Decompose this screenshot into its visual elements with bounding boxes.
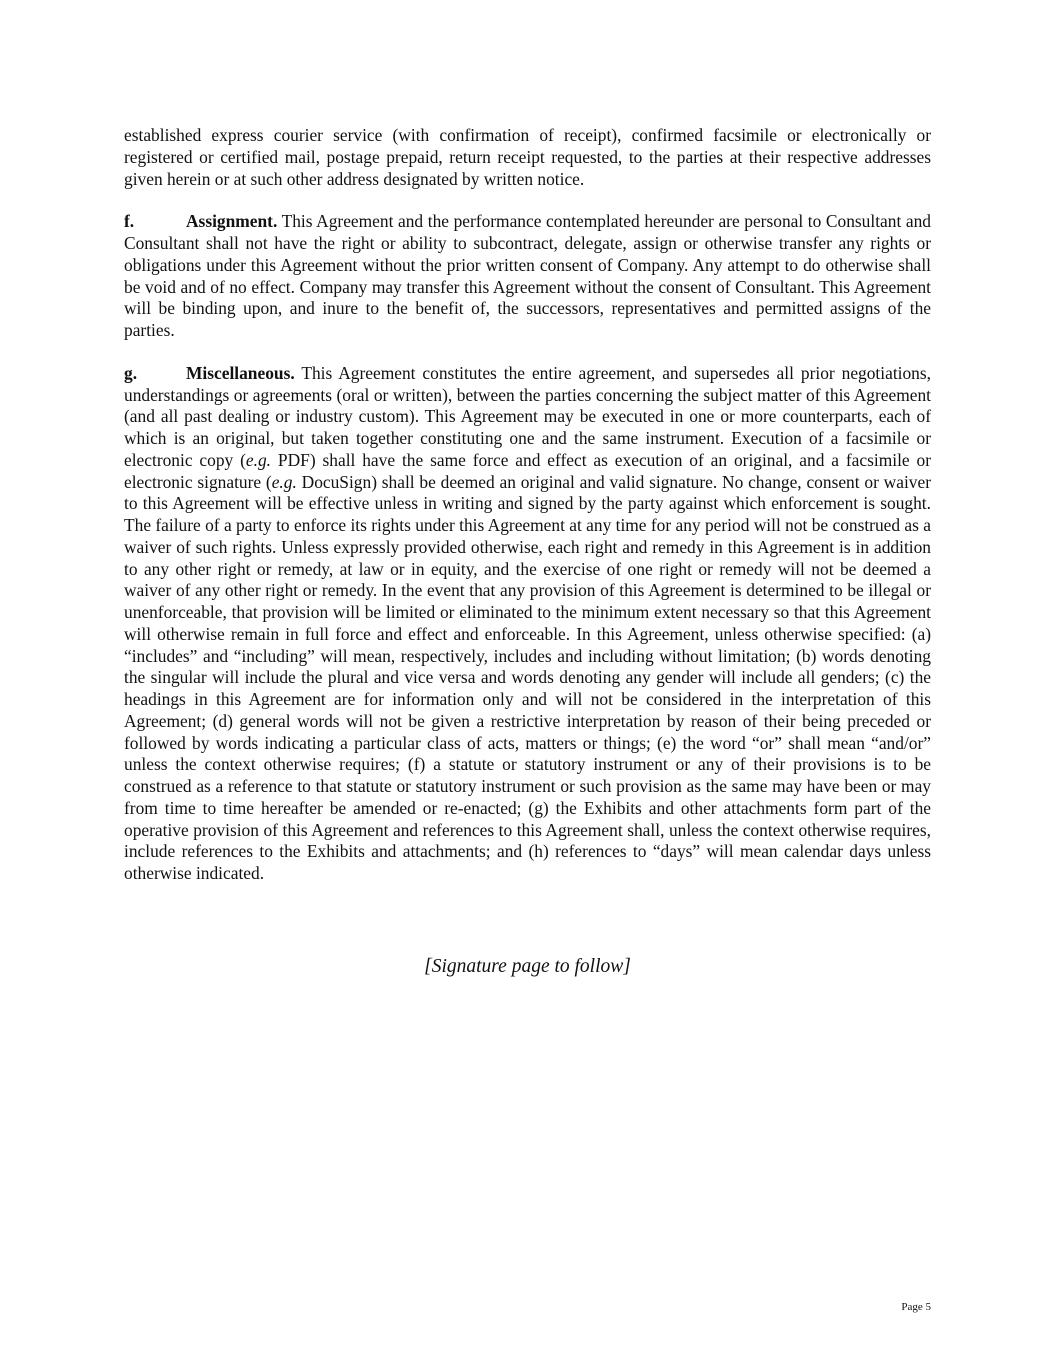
section-g-text-2: PDF) shall have the same force and effect as execution of an original, and a facsimile or electronic signature (: [124, 449, 931, 492]
continuation-paragraph: [124, 125, 931, 190]
section-f-text: This Agreement and the performance contemplated hereunder are personal to Consultant and Consultant shall not have the right or ability to subcontract, delegate, assign or otherwise transfer any rights or obligations under this Agreement without the prior written consent of Company. Any attempt to do otherwise shall be void and of no effect. Company may transfer this Agreement without the consent of Consultant. This Agreement will be binding upon, and inure to the benefit of, the successors, representatives and permitted assigns of the parties.: [124, 211, 931, 340]
section-g-text-3: DocuSign) shall be deemed an original and valid signature. No change, consent or waiver to this Agreement will be effective unless in writing and signed by the party against which enforcement is sought. The failure of a party to enforce its rights under this Agreement at any time for any period will not be construed as a waiver of such rights. Unless expressly provided otherwise, each right and remedy in this Agreement is in addition to any other right or remedy, at law or in equity, and the exercise of one right or remedy will not be deemed a waiver of any other right or remedy. In the event that any provision of this Agreement is determined to be illegal or unenforceable, that provision will be limited or eliminated to the minimum extent necessary so that this Agreement will otherwise remain in full force and effect and enforceable. In this Agreement, unless otherwise specified: (a) “includes” and “including” will mean, respectively, includes and including without limitation; (b) words denoting the singular will include the plural and vice versa and words denoting any gender will include all genders; (c) the headings in this Agreement are for information only and will not be considered in the interpretation of this Agreement; (d) general words will not be given a restrictive interpretation by reason of their being preceded or followed by words indicating a particular class of acts, matters or things; (e) the word “or” shall mean “and/or” unless the context otherwise requires; (f) a statute or statutory instrument or any of their provisions is to be construed as a reference to that statute or statutory instrument or such provision as the same may have been or may from time to time hereafter be amended or re-enacted; (g) the Exhibits and other attachments form part of the operative provision of this Agreement and references to this Agreement shall, unless the context otherwise requires, include references to the Exhibits and attachments; and (h) references to “days” will mean calendar days unless otherwise indicated.: [124, 471, 931, 883]
section-f-assignment: [124, 211, 931, 342]
document-body: [124, 125, 931, 885]
section-g-letter: g.: [124, 362, 138, 383]
section-g-miscellaneous: [124, 363, 931, 885]
section-g-eg-1: e.g.: [245, 449, 272, 470]
section-g-text-1: This Agreement constitutes the entire agreement, and supersedes all prior negotiations, understandings or agreements (oral or written), between the parties concerning the subject matter of this Agreement (and all past dealing or industry custom). This Agreement may be executed in one or more counterparts, each of which is an original, but taken together constituting one and the same instrument. Execution of a facsimile or electronic copy (: [124, 362, 931, 470]
section-g-title: Miscellaneous.: [186, 362, 295, 383]
signature-page-note: [Signature page to follow]: [424, 956, 631, 977]
section-f-title: Assignment.: [186, 211, 278, 232]
section-g-eg-2: e.g.: [271, 471, 297, 492]
continuation-text: established express courier service (with confirmation of receipt), confirmed facsimile or electronically or registered or certified mail, postage prepaid, return receipt requested, to the parties at their respective addresses given herein or at such other address designated by written notice.: [124, 125, 931, 189]
page-number: Page 5: [901, 1301, 931, 1313]
section-f-letter: f.: [124, 211, 135, 232]
